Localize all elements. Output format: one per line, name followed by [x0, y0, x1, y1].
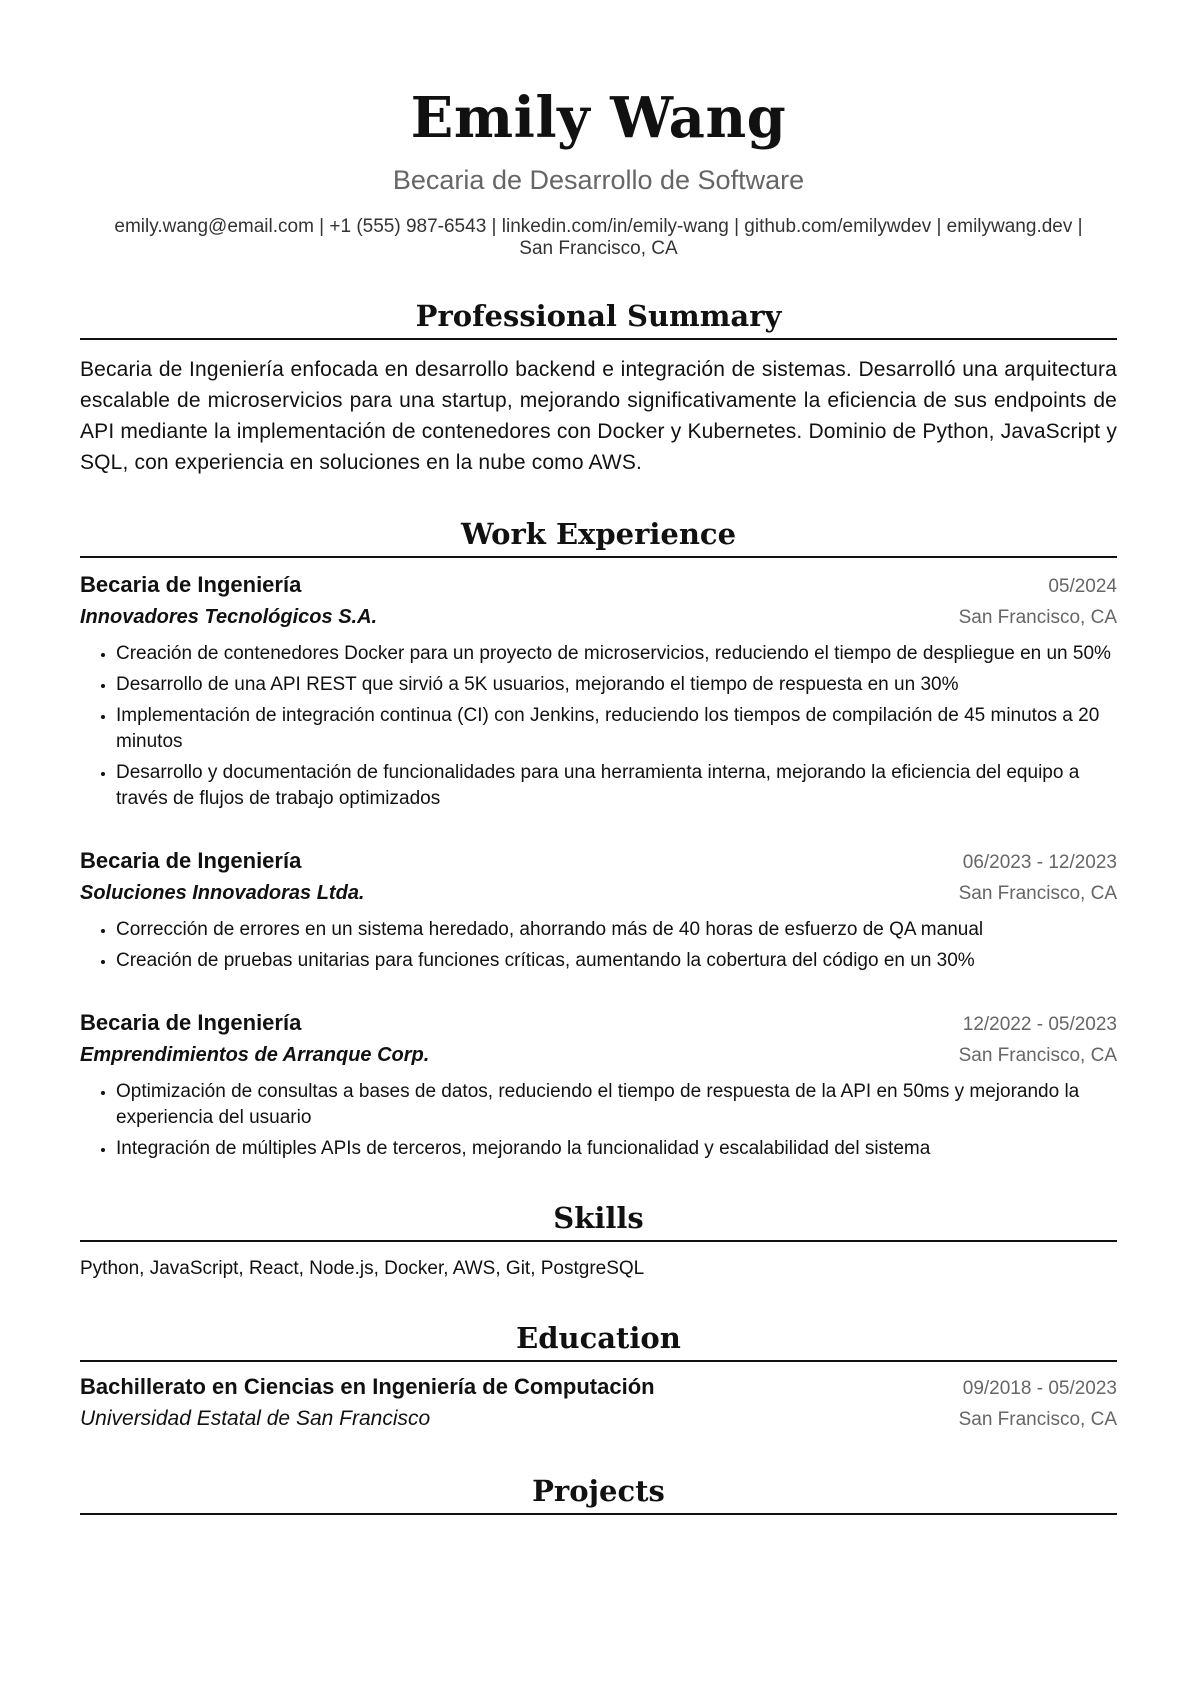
section-heading-education: Education: [80, 1320, 1117, 1362]
job-bullet: • Desarrollo y documentación de funcionalidades para una herramienta interna, mejorando la eficiencia del equipo a través de flujos de trabajo optimizados: [116, 760, 1117, 812]
job-location: San Francisco, CA: [958, 883, 1117, 904]
job-bullet: • Creación de contenedores Docker para un proyecto de microservicios, reduciendo el tiempo de despliegue en un 50%: [116, 641, 1117, 667]
school-name: Universidad Estatal de San Francisco: [80, 1407, 431, 1430]
summary-section: [80, 298, 1117, 478]
job-title: Becaria de Ingeniería: [80, 1010, 302, 1035]
projects-section: [80, 1473, 1117, 1515]
job-bullet: • Desarrollo de una API REST que sirvió a 5K usuarios, mejorando el tiempo de respuesta en un 30%: [116, 672, 1117, 698]
job-bullet: • Corrección de errores en un sistema heredado, ahorrando más de 40 horas de esfuerzo de QA manual: [116, 917, 1117, 943]
contact-line: emily.wang@email.com | +1 (555) 987-6543 | linkedin.com/in/emily-wang | github.com/emilywdev | emilywang.dev |: [114, 216, 1083, 237]
education-location: San Francisco, CA: [958, 1409, 1117, 1430]
section-heading-projects: Projects: [80, 1473, 1117, 1515]
resume-page: [80, 0, 1117, 1683]
job-dates: 05/2024: [1048, 576, 1117, 597]
job-title: Becaria de Ingeniería: [80, 572, 302, 597]
job-location: San Francisco, CA: [958, 1045, 1117, 1066]
job-bullet: • Optimización de consultas a bases de datos, reduciendo el tiempo de respuesta de la API en 50ms y mejorando la experiencia del usuario: [116, 1079, 1117, 1131]
degree-title: Bachillerato en Ciencias en Ingeniería de Computación: [80, 1374, 655, 1399]
education-section: [80, 1320, 1117, 1435]
job-bullet: • Implementación de integración continua (CI) con Jenkins, reduciendo los tiempos de compilación de 45 minutos a 20 minutos: [116, 703, 1117, 755]
summary-text: Becaria de Ingeniería enfocada en desarrollo backend e integración de sistemas. Desarrolló una arquitectura escalable de microservicios para una startup, mejorando significativamente la eficiencia de sus endpoints de API mediante la implementación de contenedores con Docker y Kubernetes. Dominio de Python, JavaScript y SQL, con experiencia en soluciones en la nube como AWS.: [80, 358, 1117, 474]
job-bullets: [80, 917, 1117, 974]
contact-info: [80, 216, 1117, 260]
job-bullet: • Creación de pruebas unitarias para funciones críticas, aumentando la cobertura del código en un 30%: [116, 948, 1117, 974]
skills-list: Python, JavaScript, React, Node.js, Docker, AWS, Git, PostgreSQL: [80, 1258, 645, 1279]
skills-section: [80, 1200, 1117, 1282]
job-bullets: [80, 1079, 1117, 1162]
contact-location: San Francisco, CA: [519, 238, 678, 259]
education-dates: 09/2018 - 05/2023: [962, 1378, 1117, 1399]
job-entry: [80, 570, 1117, 812]
job-dates: 12/2022 - 05/2023: [962, 1014, 1117, 1035]
job-bullets: [80, 641, 1117, 812]
experience-section: [80, 516, 1117, 1162]
job-company: Emprendimientos de Arranque Corp.: [80, 1044, 430, 1066]
section-heading-experience: Work Experience: [80, 516, 1117, 558]
candidate-name: Emily Wang: [410, 85, 787, 151]
section-heading-skills: Skills: [80, 1200, 1117, 1242]
job-dates: 06/2023 - 12/2023: [962, 852, 1117, 873]
job-entry: [80, 1008, 1117, 1162]
job-bullet: • Integración de múltiples APIs de terceros, mejorando la funcionalidad y escalabilidad del sistema: [116, 1136, 1117, 1162]
section-heading-summary: Professional Summary: [80, 298, 1117, 340]
job-entry: [80, 846, 1117, 974]
job-company: Innovadores Tecnológicos S.A.: [80, 606, 378, 628]
job-title: Becaria de Ingeniería: [80, 848, 302, 873]
candidate-title: Becaria de Desarrollo de Software: [392, 165, 805, 195]
education-entry: [80, 1372, 1117, 1435]
job-company: Soluciones Innovadoras Ltda.: [80, 882, 365, 904]
job-location: San Francisco, CA: [958, 607, 1117, 628]
